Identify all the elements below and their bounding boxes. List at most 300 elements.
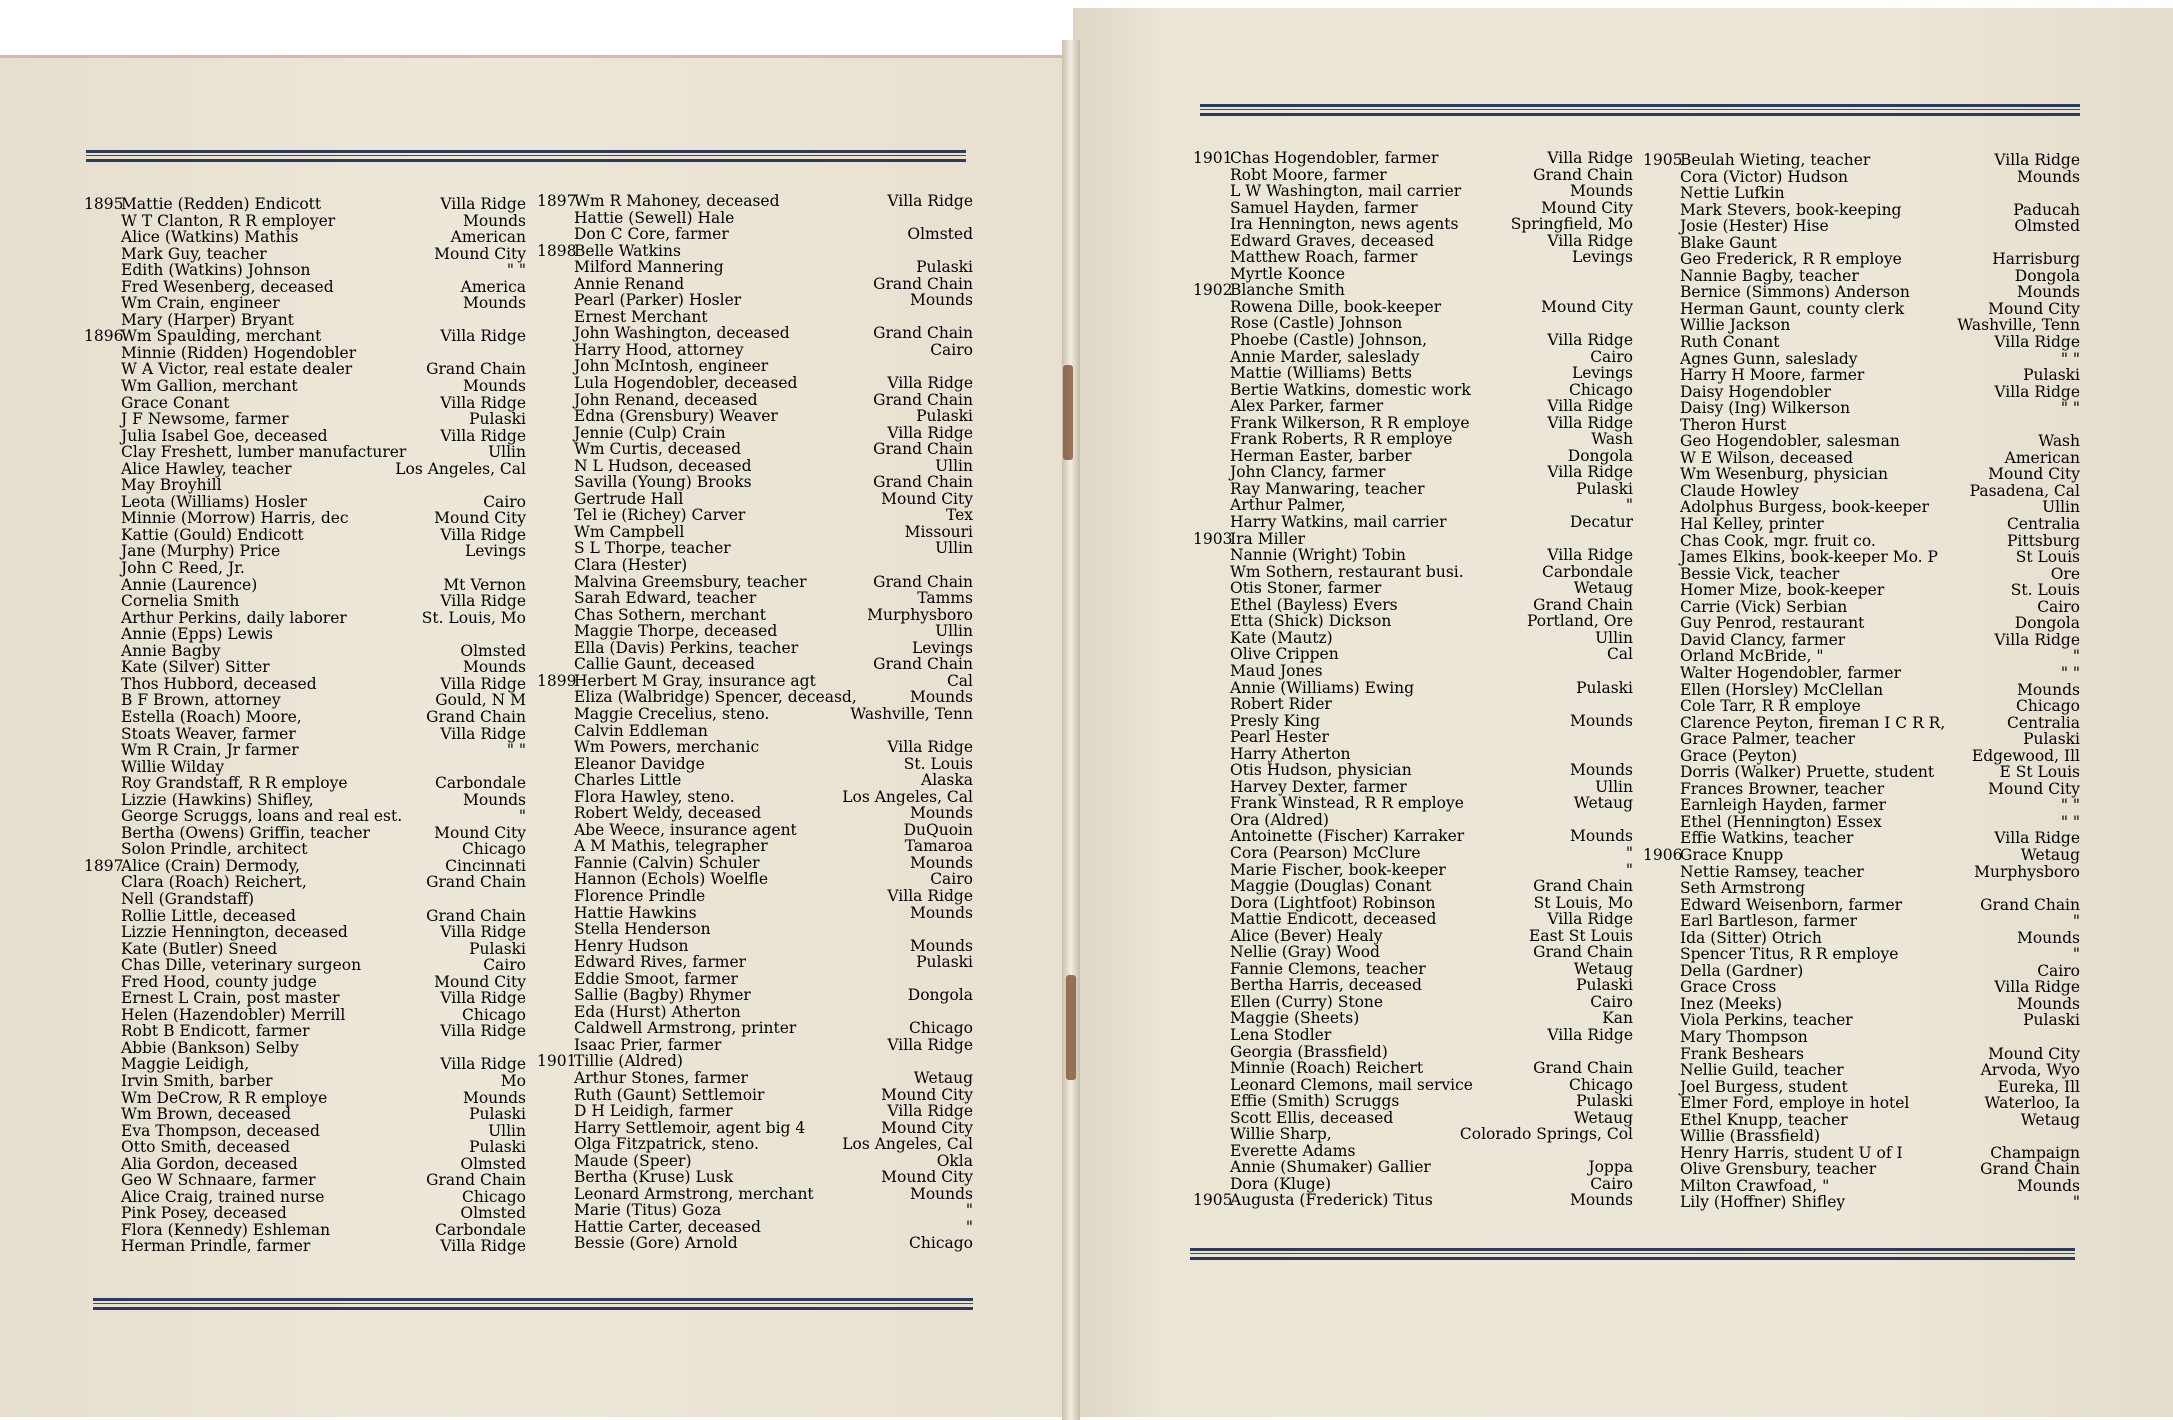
graduate-name: Alex Parker, farmer <box>1230 397 1384 416</box>
roster-entry <box>1193 183 1633 200</box>
roster-entry <box>537 888 973 905</box>
graduate-name: Joel Burgess, student <box>1680 1077 1848 1096</box>
roster-entry <box>537 607 973 624</box>
graduate-name: Frank Beshears <box>1680 1044 1804 1063</box>
roster-entry <box>537 723 973 740</box>
column-4 <box>1643 152 2080 1211</box>
roster-entry <box>537 375 973 392</box>
graduate-name: Arthur Stones, farmer <box>574 1068 748 1087</box>
roster-entry <box>537 358 973 375</box>
graduate-name: James Elkins, book-keeper Mo. P <box>1680 548 1938 567</box>
residence-place: Olmsted <box>460 1154 526 1173</box>
residence-place: Dongola <box>2014 614 2080 633</box>
graduate-name: S L Thorpe, teacher <box>574 539 731 558</box>
roster-entry <box>1193 729 1633 746</box>
graduate-name: Solon Prindle, architect <box>121 840 308 859</box>
roster-entry <box>1643 185 2080 202</box>
residence-place: Grand Chain <box>1533 943 1633 962</box>
graduate-name: Alice (Crain) Dermody, <box>121 856 300 875</box>
graduate-name: Pink Posey, deceased <box>121 1204 287 1223</box>
residence-place: Ullin <box>1595 777 1633 796</box>
roster-entry <box>537 557 973 574</box>
roster-entry <box>537 756 973 773</box>
roster-entry <box>84 924 526 941</box>
roster-entry <box>537 623 973 640</box>
graduate-name: Theron Hurst <box>1680 415 1787 434</box>
graduate-name: Helen (Hazendobler) Merrill <box>121 1005 346 1024</box>
roster-entry <box>537 226 973 243</box>
graduate-name: Isaac Prier, farmer <box>574 1035 722 1054</box>
graduate-name: Earl Bartleson, farmer <box>1680 912 1858 931</box>
graduate-name: Orland McBride, " <box>1680 647 1824 666</box>
graduate-name: W A Victor, real estate dealer <box>121 360 353 379</box>
roster-entry <box>537 772 973 789</box>
graduate-name: Irvin Smith, barber <box>121 1071 273 1090</box>
roster-entry <box>1643 599 2080 616</box>
roster-entry <box>84 1073 526 1090</box>
graduate-name: Abe Weece, insurance agent <box>574 820 797 839</box>
roster-entry <box>1643 516 2080 533</box>
graduate-name: A M Mathis, telegrapher <box>574 837 768 856</box>
residence-place: Levings <box>911 638 973 657</box>
residence-place: " <box>965 1201 973 1220</box>
class-year: 1899 <box>537 671 577 690</box>
graduate-name: Olive Grensbury, teacher <box>1680 1160 1877 1179</box>
roster-entry <box>1193 944 1633 961</box>
roster-entry <box>1193 779 1633 796</box>
roster-entry <box>84 990 526 1007</box>
graduate-name: Ethel (Bayless) Evers <box>1230 595 1398 614</box>
graduate-name: W E Wilson, deceased <box>1680 448 1854 467</box>
residence-place: Mounds <box>2016 283 2080 302</box>
roster-entry <box>84 196 526 213</box>
roster-entry <box>537 871 973 888</box>
graduate-name: Ella (Davis) Perkins, teacher <box>574 638 799 657</box>
graduate-name: Dorris (Walker) Pruette, student <box>1680 763 1935 782</box>
roster-entry <box>1193 481 1633 498</box>
graduate-name: Fred Wesenberg, deceased <box>121 277 334 296</box>
roster-entry <box>1193 580 1633 597</box>
graduate-name: D H Leidigh, farmer <box>574 1102 733 1121</box>
residence-place: " <box>2072 647 2080 666</box>
residence-place: Villa Ridge <box>440 195 526 213</box>
graduate-name: Della (Gardner) <box>1680 961 1804 980</box>
residence-place: Villa Ridge <box>440 989 526 1008</box>
roster-entry <box>537 954 973 971</box>
graduate-name: Mattie Endicott, deceased <box>1230 910 1437 929</box>
roster-entry <box>1643 665 2080 682</box>
graduate-name: Roy Grandstaff, R R employe <box>121 774 348 793</box>
residence-place: Ullin <box>488 443 526 462</box>
graduate-name: Bessie Vick, teacher <box>1680 564 1840 583</box>
graduate-name: Ida (Sitter) Otrich <box>1680 928 1822 947</box>
graduate-name: Harry Watkins, mail carrier <box>1230 513 1447 532</box>
graduate-name: Thos Hubbord, deceased <box>121 674 317 693</box>
residence-place: Chicago <box>462 1187 526 1206</box>
residence-place: Dongola <box>2014 266 2080 285</box>
roster-entry <box>1193 862 1633 879</box>
class-year: 1897 <box>537 192 577 210</box>
residence-place: Carbondale <box>1541 562 1633 581</box>
graduate-name: Guy Penrod, restaurant <box>1680 614 1865 633</box>
residence-place: Grand Chain <box>873 390 973 409</box>
residence-place: American <box>2004 448 2080 467</box>
roster-entry <box>84 328 526 345</box>
graduate-name: Herman Prindle, farmer <box>121 1237 311 1256</box>
residence-place: Mounds <box>462 1088 526 1107</box>
graduate-name: Bertie Watkins, domestic work <box>1230 380 1471 399</box>
graduate-name: Leonard Clemons, mail service <box>1230 1075 1473 1094</box>
graduate-name: Myrtle Koonce <box>1230 264 1345 283</box>
roster-entry <box>1643 1029 2080 1046</box>
roster-entry <box>84 213 526 230</box>
roster-entry <box>1643 748 2080 765</box>
roster-entry <box>537 1235 973 1252</box>
roster-entry <box>1643 317 2080 334</box>
roster-entry <box>537 822 973 839</box>
residence-place: Villa Ridge <box>887 423 973 442</box>
roster-entry <box>537 524 973 541</box>
roster-entry <box>1193 382 1633 399</box>
residence-place: Harrisburg <box>1992 250 2080 269</box>
residence-place: Villa Ridge <box>1994 382 2080 401</box>
roster-entry <box>1193 1093 1633 1110</box>
graduate-name: Bertha (Owens) Griffin, teacher <box>121 823 370 842</box>
residence-place: Wetaug <box>2020 1110 2080 1129</box>
roster-entry <box>1193 994 1633 1011</box>
residence-place: Mounds <box>909 291 973 310</box>
residence-place: Grand Chain <box>1533 877 1633 896</box>
residence-place: Villa Ridge <box>440 1022 526 1041</box>
roster-entry <box>1193 1010 1633 1027</box>
roster-entry <box>1193 365 1633 382</box>
graduate-name: Edna (Grensbury) Weaver <box>574 407 778 426</box>
residence-place: Mounds <box>1569 1191 1633 1210</box>
graduate-name: Nettie Ramsey, teacher <box>1680 862 1864 881</box>
graduate-name: Alice Craig, trained nurse <box>121 1187 325 1206</box>
graduate-name: Wm Sothern, restaurant busi. <box>1230 562 1464 581</box>
roster-entry <box>1643 648 2080 665</box>
class-year: 1906 <box>1643 845 1683 864</box>
roster-entry <box>84 874 526 891</box>
roster-entry <box>1643 417 2080 434</box>
roster-entry <box>84 262 526 279</box>
residence-place: Wetaug <box>1573 959 1633 978</box>
graduate-name: Clara (Roach) Reichert, <box>121 873 307 892</box>
graduate-name: Grace (Peyton) <box>1680 746 1798 765</box>
residence-place: Centralia <box>2006 713 2080 732</box>
graduate-name: Fannie (Calvin) Schuler <box>574 853 760 872</box>
roster-entry <box>84 775 526 792</box>
residence-place: Mound City <box>434 244 526 263</box>
residence-place: Cal <box>946 671 973 690</box>
residence-place: Villa Ridge <box>887 192 973 210</box>
roster-entry <box>84 858 526 875</box>
residence-place: Mounds <box>909 903 973 922</box>
residence-place: Olmsted <box>907 225 973 244</box>
graduate-name: Edward Graves, deceased <box>1230 231 1435 250</box>
class-year: 1905 <box>1643 151 1683 169</box>
graduate-name: Willie Jackson <box>1680 316 1791 335</box>
graduate-name: Willie Wilday <box>121 757 225 776</box>
roster-entry <box>1193 448 1633 465</box>
residence-place: Springfield, Mo <box>1510 215 1633 234</box>
roster-entry <box>84 444 526 461</box>
graduate-name: Harry Settlemoir, agent big 4 <box>574 1118 806 1137</box>
right-top-rule <box>1200 104 2080 116</box>
residence-place: Ore <box>2050 564 2080 583</box>
graduate-name: Ora (Aldred) <box>1230 810 1329 829</box>
residence-place: Chicago <box>1569 380 1633 399</box>
residence-place: Okla <box>936 1151 973 1170</box>
residence-place: " " <box>2060 349 2080 368</box>
residence-place: Wash <box>2038 432 2080 451</box>
roster-entry <box>1193 299 1633 316</box>
roster-entry <box>84 759 526 776</box>
roster-entry <box>1643 913 2080 930</box>
graduate-name: Chas Dille, veterinary surgeon <box>121 956 362 975</box>
residence-place: " <box>965 1217 973 1236</box>
graduate-name: Josie (Hester) Hise <box>1680 217 1829 236</box>
residence-place: East St Louis <box>1529 926 1633 945</box>
graduate-name: Herman Gaunt, county clerk <box>1680 299 1905 318</box>
roster-entry <box>1193 266 1633 283</box>
residence-place: Mound City <box>434 972 526 991</box>
graduate-name: Arthur Palmer, <box>1230 496 1346 515</box>
graduate-name: Leonard Armstrong, merchant <box>574 1184 814 1203</box>
graduate-name: Phoebe (Castle) Johnson, <box>1230 331 1428 350</box>
graduate-name: Tel ie (Richey) Carver <box>574 506 746 525</box>
graduate-name: Milton Crawfoad, " <box>1680 1176 1830 1195</box>
graduate-name: John Washington, deceased <box>574 324 790 343</box>
graduate-name: Kate (Silver) Sitter <box>121 658 270 677</box>
roster-entry <box>84 577 526 594</box>
roster-entry <box>1193 332 1633 349</box>
residence-place: Mound City <box>881 1085 973 1104</box>
residence-place: Mound City <box>1541 297 1633 316</box>
residence-place: Villa Ridge <box>1547 910 1633 929</box>
residence-place: Cairo <box>2037 597 2080 616</box>
roster-entry <box>1193 646 1633 663</box>
roster-entry <box>1643 251 2080 268</box>
residence-place: Pulaski <box>2023 366 2080 385</box>
graduate-name: Eddie Smoot, farmer <box>574 969 738 988</box>
graduate-name: Annie (Shumaker) Gallier <box>1230 1158 1431 1177</box>
graduate-name: Claude Howley <box>1680 481 1800 500</box>
residence-place: Grand Chain <box>873 655 973 674</box>
graduate-name: Bertha (Kruse) Lusk <box>574 1168 734 1187</box>
roster-entry <box>537 210 973 227</box>
graduate-name: Grace Knupp <box>1680 845 1784 864</box>
graduate-name: Annie (Williams) Ewing <box>1230 678 1415 697</box>
roster-entry <box>1193 696 1633 713</box>
roster-entry <box>1643 847 2080 864</box>
column-3 <box>1193 150 1633 1209</box>
graduate-name: Harvey Dexter, farmer <box>1230 777 1407 796</box>
roster-entry <box>1643 1194 2080 1211</box>
residence-place: Cairo <box>930 870 973 889</box>
roster-entry <box>537 1136 973 1153</box>
roster-entry <box>1193 812 1633 829</box>
graduate-name: Henry Harris, student U of I <box>1680 1143 1903 1162</box>
left-top-rule <box>86 150 966 162</box>
residence-place: St. Louis, Mo <box>421 608 526 627</box>
roster-entry <box>1643 1046 2080 1063</box>
graduate-name: Ethel (Hennington) Essex <box>1680 812 1882 831</box>
residence-place: Edgewood, Ill <box>1971 746 2080 765</box>
residence-place: Villa Ridge <box>440 426 526 445</box>
graduate-name: Don C Core, farmer <box>574 225 729 244</box>
graduate-name: May Broyhill <box>121 476 222 495</box>
graduate-name: Wm DeCrow, R R employe <box>121 1088 328 1107</box>
graduate-name: Gertrude Hall <box>574 489 684 508</box>
graduate-name: Elmer Ford, employe in hotel <box>1680 1094 1910 1113</box>
graduate-name: Dora (Kluge) <box>1230 1174 1332 1193</box>
residence-place: Washville, Tenn <box>1957 316 2080 335</box>
graduate-name: Mattie (Williams) Betts <box>1230 364 1413 383</box>
graduate-name: Lena Stodler <box>1230 1025 1332 1044</box>
graduate-name: Sarah Edward, teacher <box>574 589 757 608</box>
residence-place: Pulaski <box>469 939 526 958</box>
graduate-name: W T Clanton, R R employer <box>121 211 336 230</box>
graduate-name: Cornelia Smith <box>121 592 240 611</box>
residence-place: Chicago <box>909 1019 973 1038</box>
graduate-name: John Renand, deceased <box>574 390 758 409</box>
roster-entry <box>1643 979 2080 996</box>
roster-entry <box>1193 464 1633 481</box>
residence-place: Pittsburg <box>2006 531 2080 550</box>
graduate-name: Otto Smith, deceased <box>121 1138 291 1157</box>
roster-entry <box>84 494 526 511</box>
roster-entry <box>537 987 973 1004</box>
graduate-name: Adolphus Burgess, book-keeper <box>1680 498 1929 517</box>
graduate-name: Viola Perkins, teacher <box>1680 1011 1853 1030</box>
graduate-name: Fannie Clemons, teacher <box>1230 959 1426 978</box>
graduate-name: Scott Ellis, deceased <box>1230 1108 1394 1127</box>
graduate-name: Maggie Leidigh, <box>121 1055 250 1074</box>
roster-entry <box>1193 282 1633 299</box>
graduate-name: Lula Hogendobler, deceased <box>574 374 798 393</box>
roster-entry <box>84 1156 526 1173</box>
graduate-name: Edward Rives, farmer <box>574 953 747 972</box>
residence-place: Grand Chain <box>873 274 973 293</box>
roster-entry <box>537 474 973 491</box>
residence-place: Mounds <box>2016 1176 2080 1195</box>
residence-place: Wetaug <box>913 1068 973 1087</box>
graduate-name: Lily (Hoffner) Shifley <box>1680 1193 1846 1212</box>
roster-entry <box>84 312 526 329</box>
residence-place: Waterloo, Ia <box>1984 1094 2080 1113</box>
residence-place: Grand Chain <box>873 572 973 591</box>
graduate-name: Chas Hogendobler, farmer <box>1230 149 1439 167</box>
graduate-name: Inez (Meeks) <box>1680 994 1783 1013</box>
graduate-name: Seth Armstrong <box>1680 879 1806 898</box>
roster-entry <box>537 1020 973 1037</box>
roster-entry <box>1193 1077 1633 1094</box>
roster-entry <box>1643 682 2080 699</box>
graduate-name: Cora (Pearson) McClure <box>1230 843 1421 862</box>
roster-entry <box>1193 249 1633 266</box>
roster-entry <box>537 425 973 442</box>
roster-entry <box>84 1172 526 1189</box>
roster-entry <box>537 673 973 690</box>
residence-place: Ullin <box>935 456 973 475</box>
graduate-name: Ellen (Curry) Stone <box>1230 992 1384 1011</box>
class-year: 1898 <box>537 241 577 260</box>
residence-place: Chicago <box>1569 1075 1633 1094</box>
residence-place: Mounds <box>909 1184 973 1203</box>
graduate-name: Wm Crain, engineer <box>121 294 280 313</box>
graduate-name: Jennie (Culp) Crain <box>574 423 726 442</box>
graduate-name: Minnie (Roach) Reichert <box>1230 1059 1424 1078</box>
roster-entry <box>537 656 973 673</box>
roster-entry <box>537 1087 973 1104</box>
graduate-name: Etta (Shick) Dickson <box>1230 612 1392 631</box>
graduate-name: Chas Cook, mgr. fruit co. <box>1680 531 1876 550</box>
residence-place: Mound City <box>434 823 526 842</box>
residence-place: Mounds <box>1569 761 1633 780</box>
graduate-name: Effie Watkins, teacher <box>1680 829 1854 848</box>
graduate-name: Ruth (Gaunt) Settlemoir <box>574 1085 765 1104</box>
residence-place: Los Angeles, Cal <box>842 1135 973 1154</box>
residence-place: Villa Ridge <box>1547 149 1633 167</box>
roster-entry <box>84 659 526 676</box>
roster-entry <box>84 1023 526 1040</box>
roster-entry <box>1643 764 2080 781</box>
book-gutter <box>1062 40 1080 1420</box>
graduate-name: Ellen (Horsley) McClellan <box>1680 680 1884 699</box>
roster-entry <box>84 378 526 395</box>
roster-entry <box>1193 878 1633 895</box>
graduate-name: Minnie (Ridden) Hogendobler <box>121 343 357 362</box>
residence-place: Wetaug <box>1573 579 1633 598</box>
residence-place: Grand Chain <box>426 906 526 925</box>
residence-place: Cairo <box>483 956 526 975</box>
graduate-name: Harry Hood, attorney <box>574 340 744 359</box>
residence-place: Cairo <box>2037 961 2080 980</box>
graduate-name: Eliza (Walbridge) Spencer, deceasd, <box>574 688 857 707</box>
residence-place: Villa Ridge <box>887 886 973 905</box>
graduate-name: Wm R Crain, Jr farmer <box>121 741 299 760</box>
graduate-name: Alice (Bever) Healy <box>1230 926 1383 945</box>
roster-entry <box>537 540 973 557</box>
graduate-name: Rollie Little, deceased <box>121 906 296 925</box>
graduate-name: Spencer Titus, R R employe <box>1680 945 1899 964</box>
graduate-name: Flora Hawley, steno. <box>574 787 735 806</box>
graduate-name: Minnie (Morrow) Harris, dec <box>121 509 349 528</box>
residence-place: Los Angeles, Cal <box>842 787 973 806</box>
roster-entry <box>537 805 973 822</box>
residence-place: Mounds <box>462 294 526 313</box>
roster-entry <box>1643 814 2080 831</box>
residence-place: Joppa <box>1588 1158 1633 1177</box>
roster-entry <box>1643 235 2080 252</box>
roster-entry <box>537 938 973 955</box>
roster-entry <box>84 279 526 296</box>
roster-entry <box>1643 1112 2080 1129</box>
residence-place: St. Louis <box>2010 581 2080 600</box>
residence-place: Villa Ridge <box>1547 331 1633 350</box>
roster-entry <box>84 295 526 312</box>
roster-entry <box>537 574 973 591</box>
residence-place: Levings <box>1571 364 1633 383</box>
roster-entry <box>1193 216 1633 233</box>
graduate-name: Robt B Endicott, farmer <box>121 1022 310 1041</box>
residence-place: Pulaski <box>469 1138 526 1157</box>
residence-place: Grand Chain <box>1533 1059 1633 1078</box>
roster-entry <box>84 908 526 925</box>
graduate-name: Grace Conant <box>121 393 230 412</box>
